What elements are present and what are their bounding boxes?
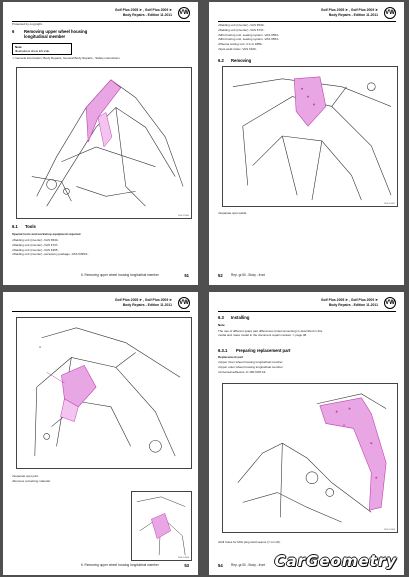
removing-steps bbox=[218, 211, 247, 216]
vw-logo-icon: VW bbox=[178, 7, 190, 19]
header-edition-line: Body Repairs - Edition 11.2011 bbox=[328, 12, 378, 17]
note-box bbox=[12, 43, 72, 55]
page-number: 52 bbox=[218, 273, 223, 278]
replacement-parts-list bbox=[218, 360, 283, 374]
header-edition-line: Body Repairs - Edition 11.2011 bbox=[122, 12, 172, 17]
list-item: • Remove remaining material. bbox=[12, 479, 51, 484]
list-item: • Welding unit (inverter) -VAS 6530- bbox=[12, 238, 89, 243]
copyright-note: Protected by copyright. bbox=[12, 22, 43, 26]
header-model-line: Golf Plus 2005 ➤ , Golf Plus 2009 ➤ bbox=[114, 298, 172, 302]
vw-logo-icon: VW bbox=[178, 297, 190, 309]
vw-logo-icon: VW bbox=[384, 7, 396, 19]
tools-list bbox=[12, 238, 89, 257]
list-item: • Upper inner wheel housing longitudinal member bbox=[218, 360, 283, 365]
tools-section-title: Tools bbox=[25, 224, 36, 229]
header-model-line: Golf Plus 2005 ➤ , Golf Plus 2009 ➤ bbox=[320, 298, 378, 302]
page-header bbox=[115, 298, 172, 307]
installing-section-number: 6.3 bbox=[218, 315, 224, 320]
manual-page-51 bbox=[3, 2, 198, 285]
page-header bbox=[115, 8, 172, 17]
drill-steps bbox=[218, 540, 281, 545]
header-divider bbox=[218, 21, 396, 22]
spot-joint-drawing bbox=[16, 317, 192, 469]
removing-section-number: 6.2 bbox=[218, 58, 224, 63]
note-label: Note bbox=[15, 45, 22, 49]
header-model-line: Golf Plus 2005 ➤ , Golf Plus 2009 ➤ bbox=[114, 8, 172, 12]
list-item: • MIG brazing unit, seating system -VAS 6552- bbox=[218, 33, 279, 38]
replacement-part-label: Replacement part bbox=[218, 355, 244, 359]
list-item: • Separate spot welds. bbox=[218, 211, 247, 216]
list-item: • Separate spot joint. bbox=[12, 474, 51, 479]
note-box bbox=[218, 323, 234, 327]
tools-section-number: 6.1 bbox=[12, 224, 18, 229]
page-header bbox=[321, 8, 378, 17]
header-divider bbox=[12, 311, 190, 312]
page-footer: Rep. gr.50 - Body - front bbox=[231, 273, 266, 277]
removal-steps bbox=[12, 474, 51, 484]
note-text: The use of different spare part differences (interconnecting) is described in this model and mass model in the document repair manual: ⇒ page 48 bbox=[218, 329, 323, 337]
list-item: • Universal adhesive -D 180 KD8 A3- bbox=[218, 370, 283, 375]
note-text: Illustrations show left side. bbox=[15, 49, 51, 53]
chapter-title: Removing upper wheel housing longitudinal member bbox=[24, 29, 88, 39]
list-item: • Spot weld cutter -VAS 6160- bbox=[218, 47, 279, 52]
cargeometry-watermark: CarGeometry bbox=[274, 552, 397, 570]
list-item: • Plasma cutting unit -V.A.G 1889- bbox=[218, 42, 279, 47]
page-footer: 6. Removing upper wheel housing longitudinal member bbox=[81, 273, 159, 277]
list-item: • Upper outer wheel housing longitudinal member bbox=[218, 365, 283, 370]
manual-page-53 bbox=[3, 292, 198, 575]
list-item: • MIG brazing unit, seating system -VAS 6553- bbox=[218, 37, 279, 42]
list-item: • Welding unit (inverter) -VAS 6737- bbox=[218, 28, 279, 33]
figure-code: N56-10367 bbox=[384, 203, 395, 205]
list-item: • Drill holes for MIG plug weld seams (7 mm Ø). bbox=[218, 540, 281, 545]
page-number: 53 bbox=[184, 563, 189, 568]
prep-section-number: 6.3.1 bbox=[218, 348, 228, 353]
prep-section-title: Preparing replacement part bbox=[236, 348, 291, 353]
detail-drawing bbox=[131, 491, 192, 561]
general-info-link[interactable]: ⇒ General information; Body Repairs, General Body Repairs - Safety instructions bbox=[12, 56, 120, 60]
figure-code: N56-10369 bbox=[384, 529, 395, 531]
page-number: 51 bbox=[184, 273, 189, 278]
list-item: • Welding unit (inverter) -VAS 6395- bbox=[12, 248, 89, 253]
replacement-part-drawing bbox=[222, 383, 398, 533]
tools-intro: Special tools and workshop equipment required bbox=[12, 232, 81, 236]
page-header bbox=[321, 298, 378, 307]
manual-page-54 bbox=[209, 292, 404, 575]
removing-drawing bbox=[222, 66, 398, 207]
list-item: • Welding unit (inverter) -VAS 6530- bbox=[218, 23, 279, 28]
label-a: A bbox=[39, 345, 42, 349]
wheel-housing-drawing bbox=[16, 67, 192, 219]
label-a: A bbox=[343, 423, 346, 427]
tools-list-continued bbox=[218, 23, 279, 52]
header-divider bbox=[218, 311, 396, 312]
header-edition-line: Body Repairs - Edition 11.2011 bbox=[328, 302, 378, 307]
figure-code: N56-10368 bbox=[178, 557, 189, 559]
vw-logo-icon: VW bbox=[384, 297, 396, 309]
header-model-line: Golf Plus 2005 ➤ , Golf Plus 2009 ➤ bbox=[320, 8, 378, 12]
installing-section-title: Installing bbox=[231, 315, 250, 320]
chapter-number: 6 bbox=[12, 29, 15, 34]
page-number: 54 bbox=[218, 563, 223, 568]
header-edition-line: Body Repairs - Edition 11.2011 bbox=[122, 302, 172, 307]
manual-page-52 bbox=[209, 2, 404, 285]
list-item: • Welding unit (inverter) -VAS 6737- bbox=[12, 243, 89, 248]
figure-code: N56-10366 bbox=[178, 215, 189, 217]
page-footer: Rep. gr.50 - Body - front bbox=[231, 563, 266, 567]
removing-section-title: Removing bbox=[231, 58, 252, 63]
list-item: • Welding unit (inverter) -accessory package -VAS 6395/1- bbox=[12, 252, 89, 257]
page-footer: 6. Removing upper wheel housing longitudinal member bbox=[81, 563, 159, 567]
note-label: Note bbox=[218, 323, 225, 327]
